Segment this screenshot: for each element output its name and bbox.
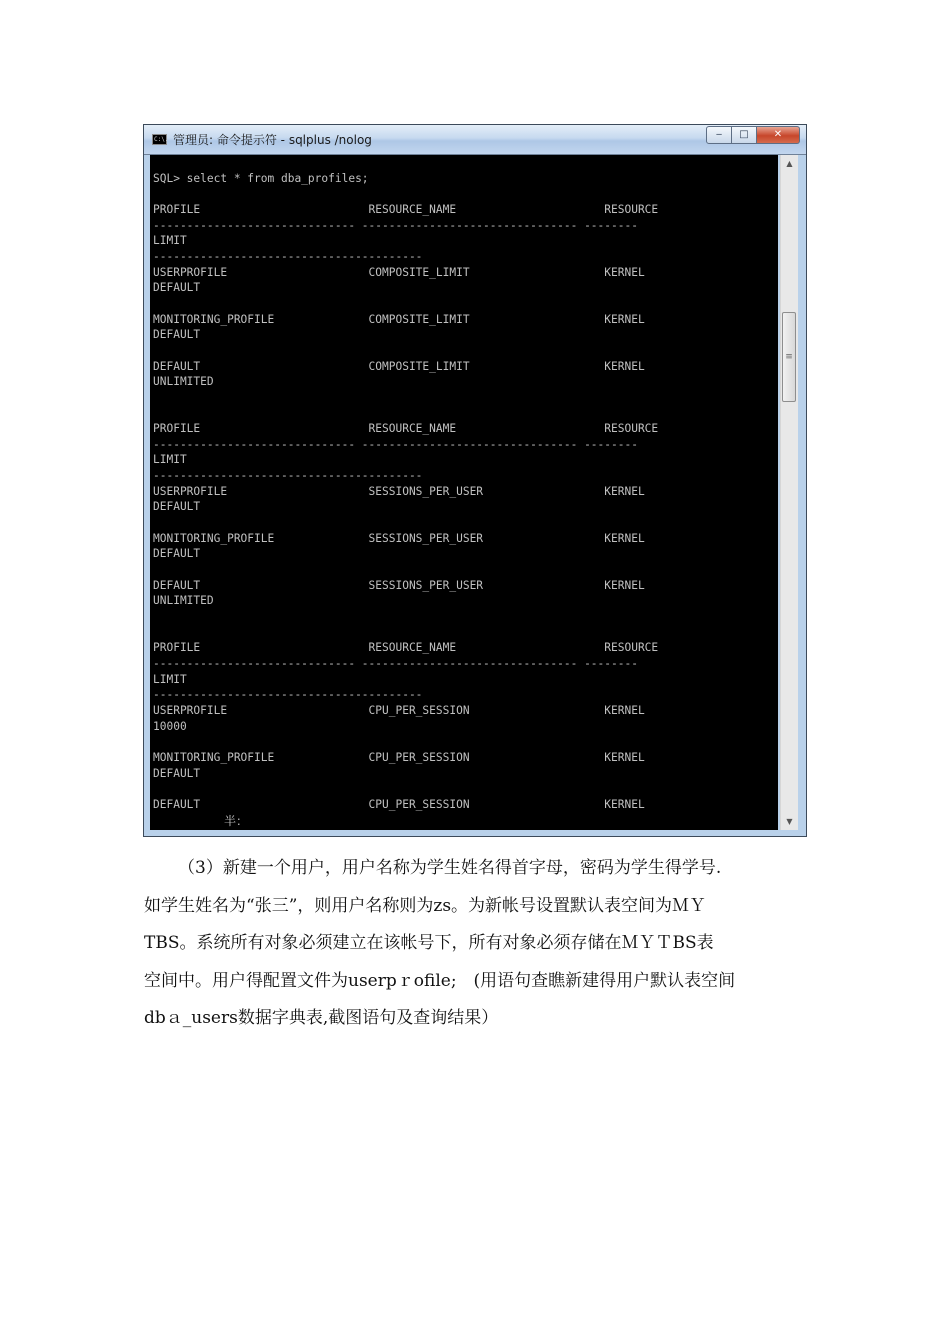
console-line: MONITORING_PROFILE SESSIONS_PER_USER KERNEL: [153, 531, 645, 545]
console-output[interactable]: [150, 155, 778, 830]
console-line: [150, 390, 778, 406]
scroll-thumb[interactable]: ≡: [782, 312, 796, 402]
console-line: MONITORING_PROFILE CPU_PER_SESSION KERNEL: [153, 750, 645, 764]
console-line: ----------------------------------------: [153, 249, 423, 263]
scroll-down-arrow-icon[interactable]: ▼: [786, 817, 793, 826]
paragraph-line: TBS。系统所有对象必须建立在该帐号下，所有对象必须存储在ＭＹＴBS表: [144, 933, 714, 954]
console-line: USERPROFILE CPU_PER_SESSION KERNEL: [153, 703, 645, 717]
console-line: USERPROFILE COMPOSITE_LIMIT KERNEL: [153, 265, 645, 279]
console-line: PROFILE RESOURCE_NAME RESOURCE: [153, 202, 659, 216]
console-line: DEFAULT: [153, 328, 201, 342]
console-line: DEFAULT: [153, 766, 201, 780]
console-line: [150, 625, 778, 641]
console-line: ----------------------------------------: [153, 469, 423, 483]
window-controls: [706, 126, 800, 144]
console-line: DEFAULT CPU_PER_SESSION KERNEL: [153, 797, 645, 811]
console-line: DEFAULT COMPOSITE_LIMIT KERNEL: [153, 359, 645, 373]
console-line: 10000: [153, 719, 187, 733]
console-line: PROFILE RESOURCE_NAME RESOURCE: [153, 422, 659, 436]
vertical-scrollbar[interactable]: [780, 155, 798, 830]
console-line: UNLIMITED: [153, 375, 214, 389]
console-line: LIMIT: [153, 672, 187, 686]
console-line: [150, 343, 778, 359]
paragraph-line: 如学生姓名为“张三”，则用户名称则为zs。为新帐号设置默认表空间为ＭＹ: [144, 895, 707, 916]
ime-status-text: 半：: [224, 814, 249, 828]
console-line: ------------------------------ -------------------------------- --------: [153, 437, 638, 451]
console-line: [150, 296, 778, 312]
console-line: USERPROFILE SESSIONS_PER_USER KERNEL: [153, 484, 645, 498]
console-line: ----------------------------------------: [153, 688, 423, 702]
console-line: UNLIMITED: [153, 594, 214, 608]
console-line: DEFAULT: [153, 547, 201, 561]
console-line: ------------------------------ -------------------------------- --------: [153, 656, 638, 670]
console-line: [150, 515, 778, 531]
console-line: DEFAULT SESSIONS_PER_USER KERNEL: [153, 578, 645, 592]
console-line: [150, 405, 778, 421]
minimize-button[interactable]: ‒: [706, 126, 732, 144]
console-line: SQL> select * from dba_profiles;: [153, 171, 369, 185]
window-titlebar: [144, 125, 806, 155]
window-title: 管理员: 命令提示符 - sqlplus /nolog: [173, 133, 372, 147]
console-line: DEFAULT: [153, 500, 201, 514]
console-line: [150, 562, 778, 578]
console-line: DEFAULT: [153, 281, 201, 295]
console-line: PROFILE RESOURCE_NAME RESOURCE: [153, 641, 659, 655]
console-line: LIMIT: [153, 453, 187, 467]
maximize-button[interactable]: □: [732, 126, 757, 144]
console-line: [150, 609, 778, 625]
console-line: [150, 186, 778, 202]
close-button[interactable]: ✕: [757, 126, 800, 144]
paragraph-line: （3）新建一个用户，用户名称为学生姓名得首字母，密码为学生得学号.: [178, 858, 722, 878]
console-line: [150, 781, 778, 797]
console-lines: [150, 171, 778, 813]
console-app-icon: C:\.: [154, 136, 169, 143]
console-line: MONITORING_PROFILE COMPOSITE_LIMIT KERNEL: [153, 312, 645, 326]
scroll-up-arrow-icon[interactable]: ▲: [786, 159, 793, 168]
instruction-paragraph: [144, 850, 806, 1038]
console-line: [150, 734, 778, 750]
console-line: LIMIT: [153, 234, 187, 248]
console-line: ------------------------------ -------------------------------- --------: [153, 218, 638, 232]
console-window-screenshot: [143, 124, 807, 837]
paragraph-line: dbａ_users数据字典表,截图语句及查询结果）: [144, 1008, 499, 1029]
paragraph-line: 空间中。用户得配置文件为userpｒofile; (用语句查瞧新建得用户默认表空间: [144, 970, 736, 991]
